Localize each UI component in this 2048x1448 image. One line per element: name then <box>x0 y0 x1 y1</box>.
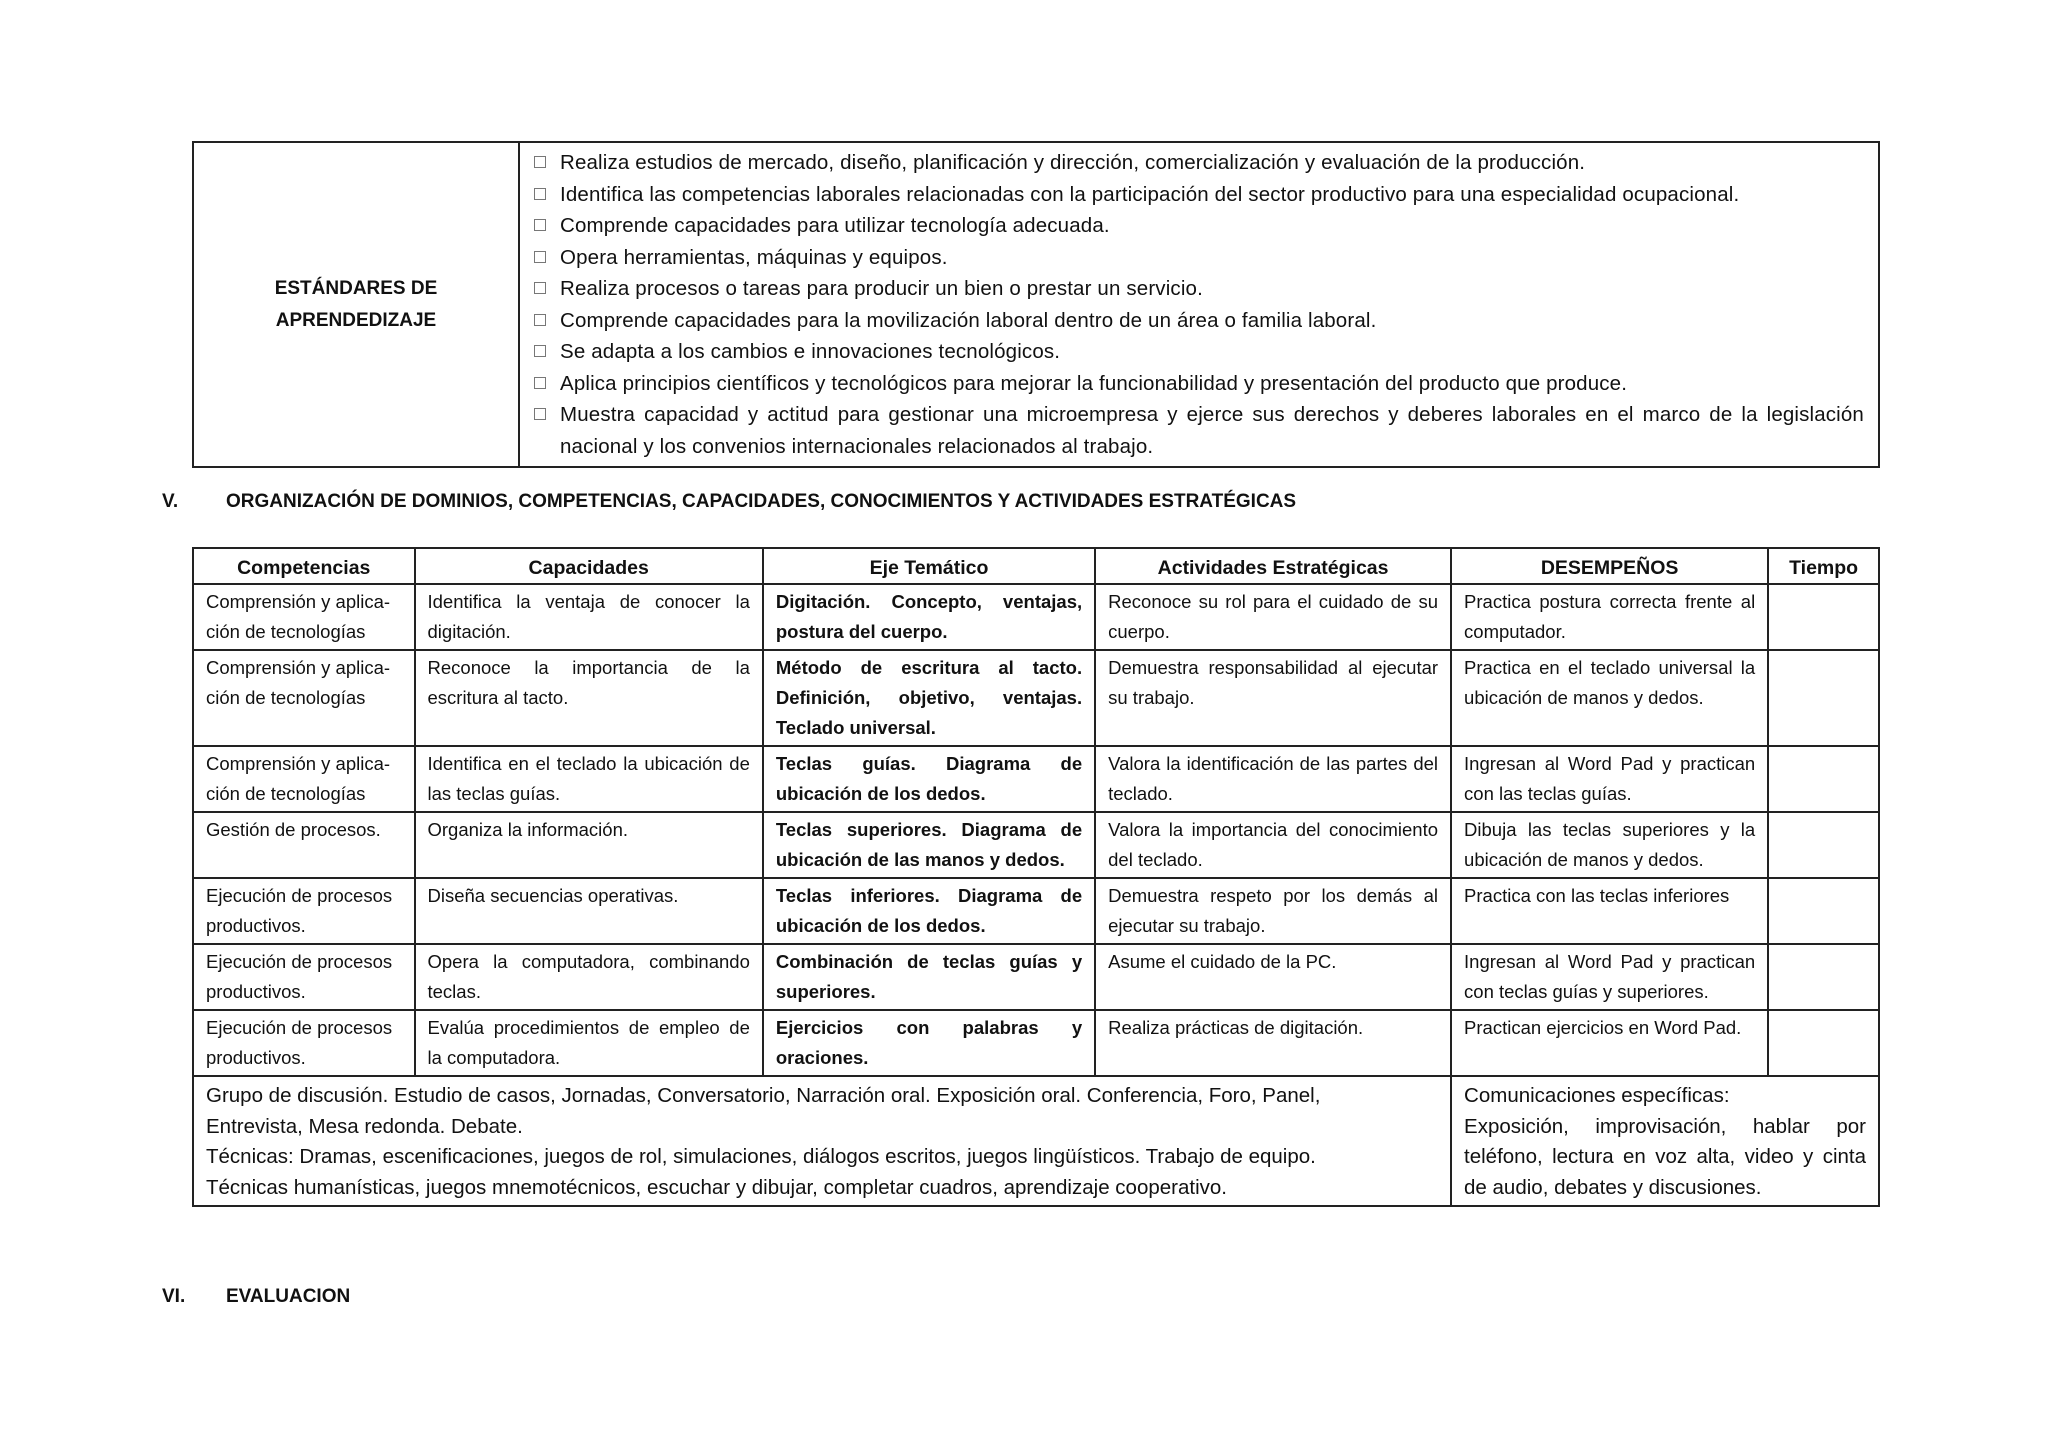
section-v-title: ORGANIZACIÓN DE DOMINIOS, COMPETENCIAS, CAPACIDADES, CONOCIMIENTOS Y ACTIVIDADES ESTRATÉGICAS <box>226 491 1297 512</box>
cell-competencias: Ejecución de procesos productivos. <box>193 878 415 944</box>
checkbox-bullet-icon <box>534 156 546 168</box>
cell-desempenos: Practica en el teclado universal la ubicación de manos y dedos. <box>1451 650 1768 746</box>
footer-communications: Comunicaciones específicas: Exposición, improvisación, hablar por teléfono, lectura en voz alta, video y cinta de audio, debates y discusiones. <box>1451 1076 1879 1206</box>
standards-list <box>519 142 1879 467</box>
cell-eje: Teclas guías. Diagrama de ubicación de los dedos. <box>763 746 1095 812</box>
cell-tiempo <box>1768 584 1879 650</box>
cell-actividades: Asume el cuidado de la PC. <box>1095 944 1451 1010</box>
standards-item: Aplica principios científicos y tecnológicos para mejorar la funcionabilidad y presentación del producto que produce. <box>534 368 1864 400</box>
cell-tiempo <box>1768 1010 1879 1076</box>
standards-item: Opera herramientas, máquinas y equipos. <box>534 242 1864 274</box>
cell-tiempo <box>1768 650 1879 746</box>
header-eje-tematico: Eje Temático <box>763 548 1095 584</box>
header-actividades: Actividades Estratégicas <box>1095 548 1451 584</box>
standards-item: Muestra capacidad y actitud para gestionar una microempresa y ejerce sus derechos y deberes laborales en el marco de la legislación nacional y los convenios internacionales relacionados al trabajo. <box>534 399 1864 462</box>
cell-competencias: Comprensión y aplica- ción de tecnologías <box>193 746 415 812</box>
cell-capacidades: Evalúa procedimientos de empleo de la computadora. <box>415 1010 763 1076</box>
table-row <box>193 746 1879 812</box>
cell-tiempo <box>1768 944 1879 1010</box>
cell-eje: Teclas inferiores. Diagrama de ubicación de los dedos. <box>763 878 1095 944</box>
checkbox-bullet-icon <box>534 314 546 326</box>
section-v-number: V. <box>162 491 179 512</box>
cell-desempenos: Ingresan al Word Pad y practican con teclas guías y superiores. <box>1451 944 1768 1010</box>
cell-eje: Método de escritura al tacto. Definición, objetivo, ventajas. Teclado universal. <box>763 650 1095 746</box>
section-vi-number: VI. <box>162 1286 186 1307</box>
cell-eje: Ejercicios con palabras y oraciones. <box>763 1010 1095 1076</box>
organization-table <box>192 547 1880 1207</box>
cell-actividades: Valora la importancia del conocimiento del teclado. <box>1095 812 1451 878</box>
section-vi-heading <box>162 1286 350 1308</box>
cell-eje: Teclas superiores. Diagrama de ubicación de las manos y dedos. <box>763 812 1095 878</box>
standards-label <box>193 142 519 467</box>
cell-competencias: Comprensión y aplica- ción de tecnologías <box>193 650 415 746</box>
standards-item: Identifica las competencias laborales relacionadas con la participación del sector productivo para una especialidad ocupacional. <box>534 179 1864 211</box>
cell-desempenos: Practican ejercicios en Word Pad. <box>1451 1010 1768 1076</box>
table-row <box>193 878 1879 944</box>
cell-actividades: Reconoce su rol para el cuidado de su cuerpo. <box>1095 584 1451 650</box>
header-capacidades: Capacidades <box>415 548 763 584</box>
table-row <box>193 944 1879 1010</box>
cell-tiempo <box>1768 746 1879 812</box>
cell-eje: Combinación de teclas guías y superiores. <box>763 944 1095 1010</box>
standards-item: Realiza procesos o tareas para producir un bien o prestar un servicio. <box>534 273 1864 305</box>
checkbox-bullet-icon <box>534 282 546 294</box>
cell-eje: Digitación. Concepto, ventajas, postura del cuerpo. <box>763 584 1095 650</box>
standards-item: Comprende capacidades para utilizar tecnología adecuada. <box>534 210 1864 242</box>
standards-row <box>193 142 1879 467</box>
cell-desempenos: Practica postura correcta frente al computador. <box>1451 584 1768 650</box>
standards-label-line1: ESTÁNDARES DE <box>274 277 438 299</box>
cell-capacidades: Identifica la ventaja de conocer la digitación. <box>415 584 763 650</box>
checkbox-bullet-icon <box>534 345 546 357</box>
cell-tiempo <box>1768 878 1879 944</box>
header-tiempo: Tiempo <box>1768 548 1879 584</box>
footer-methods: Grupo de discusión. Estudio de casos, Jornadas, Conversatorio, Narración oral. Exposición oral. Conferencia, Foro, Panel, Entrevista, Mesa redonda. Debate. Técnicas: Dramas, escenificaciones, juegos de rol, simulaciones, diálogos escritos, juegos lingüísticos. Trabajo de equipo. Técnicas humanísticas, juegos mnemotécnicos, escuchar y dibujar, completar cuadros, aprendizaje cooperativo. <box>193 1076 1451 1206</box>
section-v-heading <box>162 491 1296 513</box>
cell-actividades: Demuestra responsabilidad al ejecutar su trabajo. <box>1095 650 1451 746</box>
standards-label-line2: APRENDEDIZAJE <box>275 309 437 331</box>
table-row <box>193 584 1879 650</box>
cell-desempenos: Practica con las teclas inferiores <box>1451 878 1768 944</box>
checkbox-bullet-icon <box>534 219 546 231</box>
header-competencias: Competencias <box>193 548 415 584</box>
cell-capacidades: Diseña secuencias operativas. <box>415 878 763 944</box>
cell-capacidades: Organiza la información. <box>415 812 763 878</box>
cell-capacidades: Identifica en el teclado la ubicación de las teclas guías. <box>415 746 763 812</box>
cell-desempenos: Dibuja las teclas superiores y la ubicación de manos y dedos. <box>1451 812 1768 878</box>
table-row <box>193 1010 1879 1076</box>
cell-tiempo <box>1768 812 1879 878</box>
cell-actividades: Demuestra respeto por los demás al ejecutar su trabajo. <box>1095 878 1451 944</box>
header-desempenos: DESEMPEÑOS <box>1451 548 1768 584</box>
cell-competencias: Gestión de procesos. <box>193 812 415 878</box>
table-footer-row <box>193 1076 1879 1206</box>
cell-desempenos: Ingresan al Word Pad y practican con las teclas guías. <box>1451 746 1768 812</box>
cell-competencias: Ejecución de procesos productivos. <box>193 1010 415 1076</box>
cell-competencias: Ejecución de procesos productivos. <box>193 944 415 1010</box>
standards-table <box>192 141 1880 468</box>
cell-actividades: Valora la identificación de las partes del teclado. <box>1095 746 1451 812</box>
cell-actividades: Realiza prácticas de digitación. <box>1095 1010 1451 1076</box>
cell-capacidades: Reconoce la importancia de la escritura al tacto. <box>415 650 763 746</box>
checkbox-bullet-icon <box>534 188 546 200</box>
cell-capacidades: Opera la computadora, combinando teclas. <box>415 944 763 1010</box>
section-vi-title: EVALUACION <box>226 1286 351 1307</box>
standards-item: Se adapta a los cambios e innovaciones tecnológicos. <box>534 336 1864 368</box>
standards-item: Comprende capacidades para la movilización laboral dentro de un área o familia laboral. <box>534 305 1864 337</box>
checkbox-bullet-icon <box>534 377 546 389</box>
checkbox-bullet-icon <box>534 408 546 420</box>
table-row <box>193 650 1879 746</box>
standards-item: Realiza estudios de mercado, diseño, planificación y dirección, comercialización y evaluación de la producción. <box>534 147 1864 179</box>
checkbox-bullet-icon <box>534 251 546 263</box>
cell-competencias: Comprensión y aplica- ción de tecnologías <box>193 584 415 650</box>
table-row <box>193 812 1879 878</box>
table-header-row <box>193 548 1879 584</box>
